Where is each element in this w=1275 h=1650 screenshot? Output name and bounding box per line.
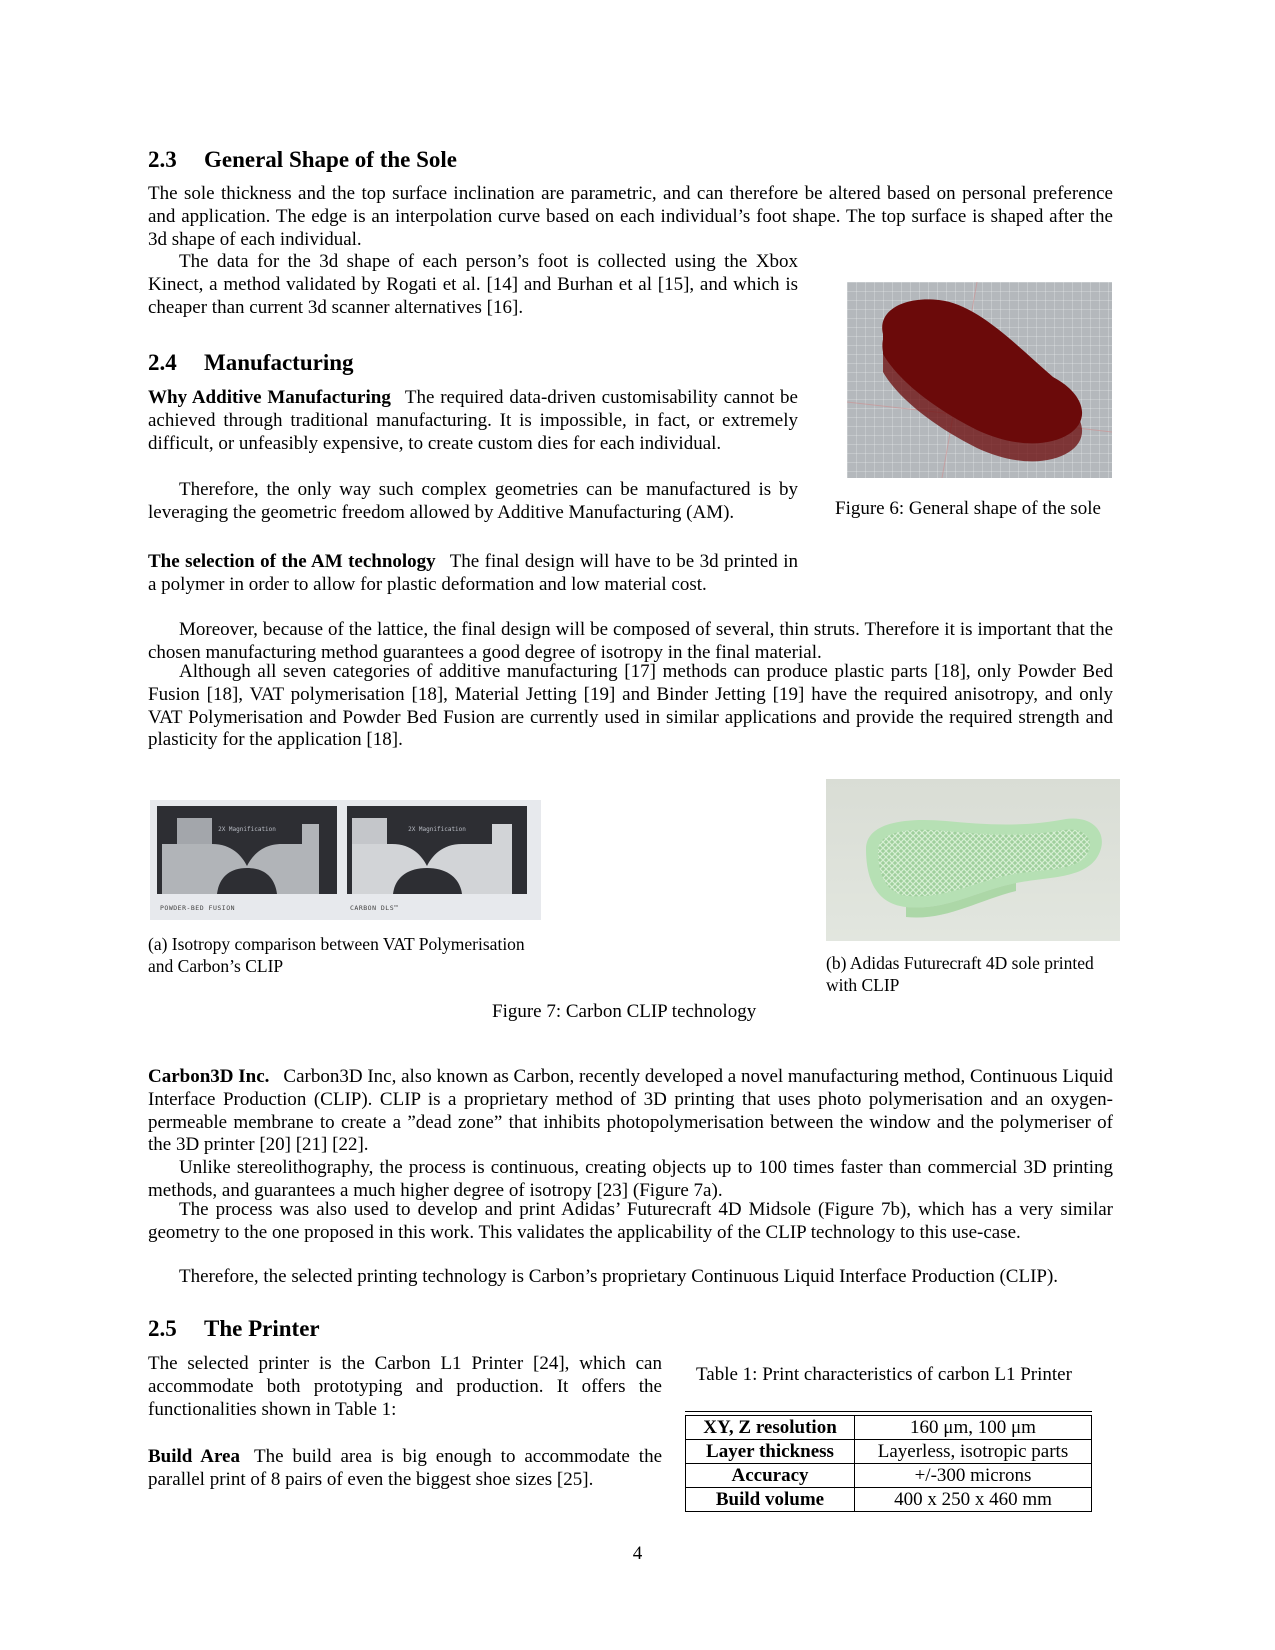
table-row-value: +/-300 microns [855, 1464, 1092, 1488]
table-row-label: Build volume [686, 1488, 855, 1512]
table-1-caption: Table 1: Print characteristics of carbon L1 Printer [696, 1364, 1072, 1385]
section-heading-2-4 [148, 350, 354, 376]
section-heading-2-3 [148, 147, 457, 173]
paragraph: The process was also used to develop and print Adidas’ Futurecraft 4D Midsole (Figure 7b), which has a very similar geometry to the one proposed in this work. This validates the applicability of the CLIP technology to this use-case. [148, 1199, 1113, 1243]
figure-7a-isotropy-comparison [150, 800, 541, 920]
paragraph-text: Carbon3D Inc, also known as Carbon, recently developed a novel manufacturing method, Continuous Liquid Interface Production (CLIP). CLIP is a proprietary method of 3D printing that uses photo polymerisation and an oxygen-permeable membrane to create a ”dead zone” that inhibits photopolymerisation between the window and the polymeriser of the 3D printer [20] [21] [22]. [148, 1066, 1114, 1156]
powder-bed-fusion-panel [157, 806, 337, 894]
print-characteristics-table [685, 1415, 1092, 1512]
sole-render-graphic [847, 282, 1112, 478]
paragraph: Unlike stereolithography, the process is continuous, creating objects up to 100 times faster than commercial 3D printing methods, and guarantees a much higher degree of isotropy [23] (Figure 7a). [148, 1157, 1113, 1201]
figure-6-sole-render [847, 282, 1112, 478]
paragraph: The data for the 3d shape of each person’s foot is collected using the Xbox Kinect, a method validated by Rogati et al. [14] and Burhan et al [15], and which is cheaper than current 3d scanner alternatives [16]. [148, 251, 798, 318]
paragraph-text: The build area is big enough to accommodate the parallel print of 8 pairs of even the biggest shoe sizes [25]. [148, 1446, 663, 1490]
powder-bed-part-graphic [157, 806, 337, 894]
table-row-label: Accuracy [686, 1464, 855, 1488]
figure-6-caption: Figure 6: General shape of the sole [835, 498, 1101, 519]
section-number: 2.3 [148, 147, 177, 172]
paragraph-why-am [148, 387, 798, 455]
paragraph: Therefore, the selected printing technology is Carbon’s proprietary Continuous Liquid Interface Production (CLIP). [179, 1266, 1059, 1287]
section-title: The Printer [204, 1316, 320, 1341]
paragraph-run-in-title: The selection of the AM technology [148, 551, 436, 572]
magnification-label: 2X Magnification [218, 826, 276, 833]
figure-7b-adidas-sole-photo [826, 779, 1120, 941]
paragraph-text: The final design will have to be 3d printed in a polymer in order to allow for plastic deformation and low material cost. [148, 551, 798, 595]
carbon-dls-panel [347, 806, 527, 894]
table-row [686, 1440, 1092, 1464]
table-row [686, 1488, 1092, 1512]
carbon-dls-part-graphic [347, 806, 527, 894]
section-heading-2-5 [148, 1316, 320, 1342]
paragraph-am-selection [148, 551, 798, 597]
page-number: 4 [632, 1543, 643, 1564]
section-number: 2.4 [148, 350, 177, 375]
paragraph-carbon3d [148, 1066, 1113, 1157]
paragraph: Therefore, the only way such complex geometries can be manufactured is by leveraging the geometric freedom allowed by Additive Manufacturing (AM). [148, 479, 798, 523]
paragraph: Moreover, because of the lattice, the final design will be composed of several, thin struts. Therefore it is important that the chosen manufacturing method guarantees a good degree of isotropy in the final material. [148, 619, 1113, 663]
section-title: General Shape of the Sole [204, 147, 457, 172]
paragraph-run-in-title: Carbon3D Inc. [148, 1066, 270, 1087]
table-row-value: 160 μm, 100 μm [855, 1416, 1092, 1440]
carbon-dls-label: CARBON DLS™ [350, 904, 399, 912]
table-1 [685, 1411, 1092, 1512]
paragraph-text: The required data-driven customisability cannot be achieved through traditional manufacturing. It is impossible, in fact, or extremely difficult, or unfeasibly expensive, to create custom dies for each individual. [148, 387, 798, 454]
table-row-value: Layerless, isotropic parts [855, 1440, 1092, 1464]
table-row-label: Layer thickness [686, 1440, 855, 1464]
adidas-sole-graphic [826, 779, 1120, 941]
magnification-label: 2X Magnification [408, 826, 466, 833]
figure-7-caption: Figure 7: Carbon CLIP technology [492, 1001, 757, 1022]
paragraph: Although all seven categories of additive manufacturing [17] methods can produce plastic parts [18], only Powder Bed Fusion [18], VAT polymerisation [18], Material Jetting [19] and Binder Jetting [19] have the required anisotropy, and only VAT Polymerisation and Powder Bed Fusion are currently used in similar applications and provide the required strength and plasticity for the application [18]. [148, 661, 1113, 751]
paragraph: The sole thickness and the top surface inclination are parametric, and can therefore be altered based on personal preference and application. The edge is an interpolation curve based on each individual’s foot shape. The top surface is shaped after the 3d shape of each individual. [148, 183, 1113, 250]
powder-bed-fusion-label: POWDER-BED FUSION [160, 904, 236, 912]
paragraph-run-in-title: Build Area [148, 1446, 240, 1467]
figure-7a-caption: (a) Isotropy comparison between VAT Polymerisation and Carbon’s CLIP [148, 934, 525, 976]
section-number: 2.5 [148, 1316, 177, 1341]
figure-7b-caption: (b) Adidas Futurecraft 4D sole printed with CLIP [826, 953, 1094, 995]
paragraph: The selected printer is the Carbon L1 Printer [24], which can accommodate both prototyping and production. It offers the functionalities shown in Table 1: [148, 1353, 662, 1420]
table-row-value: 400 x 250 x 460 mm [855, 1488, 1092, 1512]
table-row-label: XY, Z resolution [686, 1416, 855, 1440]
paragraph-run-in-title: Why Additive Manufacturing [148, 387, 391, 408]
paragraph-build-area [148, 1446, 662, 1492]
section-title: Manufacturing [204, 350, 354, 375]
table-row [686, 1416, 1092, 1440]
table-row [686, 1464, 1092, 1488]
